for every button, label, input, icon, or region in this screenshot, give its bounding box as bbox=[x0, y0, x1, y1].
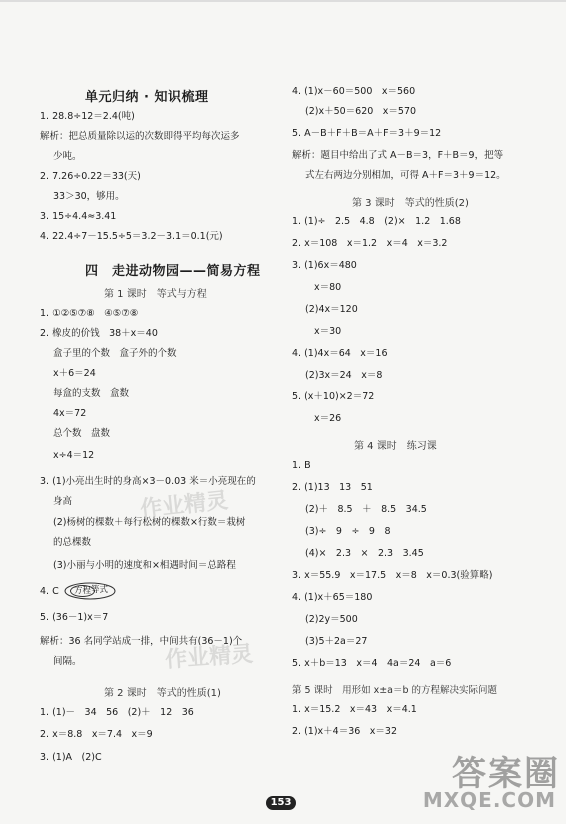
venn-label-equation: 方程 bbox=[70, 585, 95, 597]
page-number: 153 bbox=[266, 796, 296, 810]
unit-summary-title: 单元归纳 · 知识梳理 bbox=[85, 90, 209, 105]
answer-line: (4)× 2.3 × 2.3 3.45 bbox=[305, 548, 424, 559]
lesson-title: 第 2 课时 等式的性质(1) bbox=[104, 688, 221, 699]
answer-line: 2. x＝108 x＝1.2 x＝4 x＝3.2 bbox=[292, 238, 448, 249]
lesson-title: 第 3 课时 等式的性质(2) bbox=[352, 198, 469, 209]
answer-line: (2)4x＝120 bbox=[305, 304, 358, 315]
answer-line: 33＞30，够用。 bbox=[53, 191, 125, 202]
explanation-line: 解析：把总质量除以运的次数即得平均每次运多 bbox=[40, 131, 240, 142]
answer-line: 2. (1)13 13 51 bbox=[292, 482, 373, 493]
lesson-title: 第 1 课时 等式与方程 bbox=[104, 289, 207, 300]
watermark: 作业精灵 bbox=[164, 641, 254, 674]
answer-line: 每盒的支数 盒数 bbox=[53, 388, 130, 399]
answer-line: 2. 橡皮的价钱 38＋x＝40 bbox=[40, 328, 158, 339]
answer-line: 4x＝72 bbox=[53, 408, 87, 419]
answer-line: 1. B bbox=[292, 460, 311, 471]
answer-line: 1. x＝15.2 x＝43 x＝4.1 bbox=[292, 704, 417, 715]
answer-line: 3. 15÷4.4≈3.41 bbox=[40, 211, 117, 222]
answer-line: 5. x＋b＝13 x＝4 4a＝24 a＝6 bbox=[292, 658, 452, 669]
top-border bbox=[0, 0, 566, 2]
answer-line: x＝30 bbox=[314, 326, 342, 337]
answer-line: 1. (1)－ 34 56 (2)＋ 12 36 bbox=[40, 707, 194, 718]
lesson-title: 第 5 课时 用形如 x±a＝b 的方程解决实际问题 bbox=[292, 685, 498, 696]
answer-line: (2)2y＝500 bbox=[305, 614, 358, 625]
watermark: 作业精灵 bbox=[139, 488, 230, 523]
answer-line: x＝26 bbox=[314, 413, 342, 424]
answer-line: 5. A－B＋F＋B＝A＋F＝3＋9＝12 bbox=[292, 128, 442, 139]
venn-label-equality: 等式 bbox=[91, 585, 109, 595]
answer-line: 5. (36－1)x＝7 bbox=[40, 612, 109, 623]
answer-line: 身高 bbox=[53, 496, 73, 507]
lesson-title: 第 4 课时 练习课 bbox=[354, 441, 437, 452]
explanation-line: 少吨。 bbox=[53, 151, 82, 162]
answer-line: x÷4＝12 bbox=[53, 450, 95, 461]
answer-line: (2)＋ 8.5 ＋ 8.5 34.5 bbox=[305, 504, 427, 515]
answer-line: 4. C bbox=[40, 586, 59, 597]
answer-line: 1. (1)÷ 2.5 4.8 (2)× 1.2 1.68 bbox=[292, 216, 461, 227]
site-logo bbox=[390, 746, 560, 816]
explanation-line: 间隔。 bbox=[53, 656, 82, 667]
answer-line: x＝80 bbox=[314, 282, 342, 293]
answer-line: 3. (1)A (2)C bbox=[40, 752, 102, 763]
answer-line: (2)x＋50＝620 x＝570 bbox=[305, 106, 417, 117]
answer-line: 1. ①②⑤⑦⑧ ④⑤⑦⑧ bbox=[40, 308, 139, 319]
answer-line: (3)5＋2a＝27 bbox=[305, 636, 368, 647]
answer-line: (2)杨树的棵数＋每行松树的棵数×行数＝栽树 bbox=[53, 517, 246, 528]
answer-line: 总个数 盘数 bbox=[53, 428, 111, 439]
answer-line: 4. (1)x＋65＝180 bbox=[292, 592, 373, 603]
logo-url: MXQE.COM bbox=[422, 788, 556, 812]
answer-line: (3)小丽与小明的速度和×相遇时间＝总路程 bbox=[53, 560, 236, 571]
answer-line: x＋6＝24 bbox=[53, 368, 96, 379]
answer-line: 盒子里的个数 盒子外的个数 bbox=[53, 348, 177, 359]
answer-line: 2. (1)x＋4＝36 x＝32 bbox=[292, 726, 398, 737]
answer-line: 1. 28.8÷12＝2.4(吨) bbox=[40, 111, 135, 122]
explanation-line: 式左右两边分别相加，可得 A＋F＝3＋9＝12。 bbox=[305, 170, 506, 181]
explanation-line: 解析：36 名同学站成一排，中间共有(36－1)个 bbox=[40, 636, 243, 647]
venn-diagram-icon bbox=[64, 582, 116, 600]
answer-line: 4. 22.4÷7－15.5÷5＝3.2－3.1＝0.1(元) bbox=[40, 231, 223, 242]
answer-line: 4. (1)4x＝64 x＝16 bbox=[292, 348, 388, 359]
answer-line: 的总棵数 bbox=[53, 537, 92, 548]
answer-line: 4. (1)x－60＝500 x＝560 bbox=[292, 86, 416, 97]
answer-line: 2. x＝8.8 x＝7.4 x＝9 bbox=[40, 729, 153, 740]
answer-line: 5. (x＋10)×2＝72 bbox=[292, 391, 375, 402]
answer-line: (2)3x＝24 x＝8 bbox=[305, 370, 383, 381]
explanation-line: 解析：题目中给出了式 A－B＝3，F＋B＝9，把等 bbox=[292, 150, 504, 161]
answer-line: 2. 7.26÷0.22＝33(天) bbox=[40, 171, 141, 182]
answer-line: 3. x＝55.9 x＝17.5 x＝8 x＝0.3(验算略) bbox=[292, 570, 493, 581]
answer-line: (3)÷ 9 ÷ 9 8 bbox=[305, 526, 391, 537]
answer-line: 3. (1)6x＝480 bbox=[292, 260, 357, 271]
chapter-title: 四 走进动物园——简易方程 bbox=[85, 264, 261, 279]
logo-text: 答案圈 bbox=[452, 754, 560, 794]
answer-line: 3. (1)小亮出生时的身高×3－0.03 米＝小亮现在的 bbox=[40, 476, 256, 487]
